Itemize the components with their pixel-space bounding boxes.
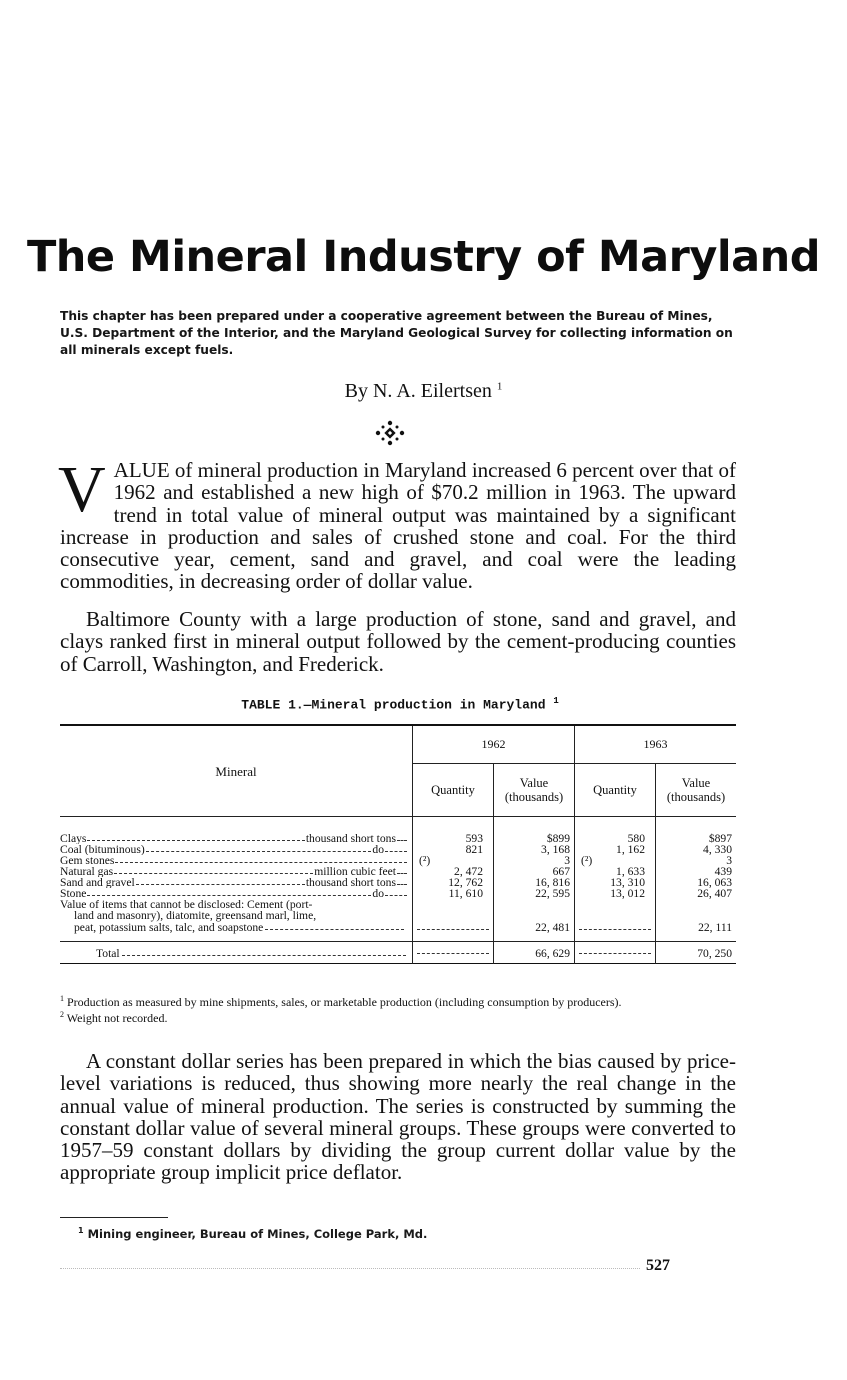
mineral-unit: thousand short tons [305, 833, 396, 844]
undisclosed-label [60, 899, 413, 933]
mineral-production-table [60, 724, 736, 964]
value-1963: 22, 111 [656, 899, 737, 933]
footnote-divider [60, 1217, 168, 1218]
mineral-production-table-container [60, 724, 736, 964]
table-caption [0, 696, 800, 712]
table-footnote-2-mark: 2 [60, 1009, 64, 1019]
header-year-1962: 1962 [413, 725, 575, 764]
page-title: The Mineral Industry of Maryland [26, 232, 821, 282]
quantity-1963-empty [575, 899, 656, 933]
value-1962: $899 [494, 833, 575, 844]
page-footnote-text: Mining engineer, Bureau of Mines, College Park, Md. [87, 1226, 428, 1241]
header-value-1962 [494, 764, 575, 817]
header-value-1962-line1: Value [519, 776, 549, 790]
header-value-1963-line1: Value [681, 776, 711, 790]
quantity-1963: 1, 162 [575, 844, 656, 855]
mineral-name: Natural gas [60, 866, 114, 877]
table-footnote-1 [60, 993, 736, 1009]
table-footnote-1-mark: 1 [60, 994, 64, 1003]
total-value-1962: 66, 629 [494, 941, 575, 963]
table-row-total [60, 941, 736, 963]
header-value-1963-line2: (thousands) [666, 790, 726, 804]
drop-cap: V [58, 453, 106, 526]
page-footnote [78, 1226, 427, 1241]
mineral-name: Stone [60, 888, 87, 899]
mineral-name: Coal (bituminous) [60, 844, 145, 855]
table-caption-mark: 1 [553, 696, 559, 706]
value-1963: 439 [656, 866, 737, 877]
quantity-1962: 593 [413, 833, 494, 844]
quantity-1963: 1, 633 [575, 866, 656, 877]
page-footnote-mark: 1 [78, 1226, 84, 1235]
value-1962: 667 [494, 866, 575, 877]
mineral-label [60, 844, 412, 855]
quantity-1963: 13, 012 [575, 888, 656, 899]
header-quantity-1963: Quantity [575, 764, 656, 817]
value-1962: 3, 168 [494, 844, 575, 855]
bottom-dotted-rule [60, 1268, 640, 1269]
mineral-unit: do [372, 888, 384, 899]
page-number: 527 [646, 1257, 670, 1274]
value-1963: 16, 063 [656, 877, 737, 888]
value-1963: 4, 330 [656, 844, 737, 855]
ornament-icon [374, 420, 406, 446]
undisclosed-line-3: peat, potassium salts, talc, and soapstone [74, 920, 264, 934]
mineral-label [60, 866, 412, 877]
table-row-undisclosed [60, 899, 736, 933]
quantity-1963: 13, 310 [575, 877, 656, 888]
mineral-label [60, 833, 412, 844]
table-footnote-2 [60, 1009, 736, 1025]
total-quantity-1962-empty [413, 941, 494, 963]
paragraph-3: A constant dollar series has been prepared in which the bias caused by price-level variations is reduced, thus showing more nearly the real change in the annual value of mineral production. The series is constructed by summing the constant dollar value of several mineral groups. These groups were converted to 1957–59 constant dollars by dividing the group current dollar value by the appropriate group implicit price deflator. [60, 1049, 736, 1185]
value-1962: 22, 595 [494, 888, 575, 899]
paragraph-1-text: ALUE of mineral production in Maryland increased 6 percent over that of 1962 and established a new high of $70.2 million in 1963. The upward trend in total value of mineral output was maintained by a significant increase in production and sales of crushed stone and coal. For the third consecutive year, cement, sand and gravel, and coal were the leading commodities, in decreasing order of dollar value. [60, 458, 736, 594]
quantity-1962: 821 [413, 844, 494, 855]
mineral-label [60, 877, 412, 888]
mineral-name: Clays [60, 833, 87, 844]
value-1962: 3 [494, 855, 575, 866]
undisclosed-line-3-wrap [60, 922, 406, 933]
header-value-1963 [656, 764, 737, 817]
mineral-name: Gem stones [60, 855, 115, 866]
quantity-1962: 11, 610 [413, 888, 494, 899]
value-1962: 16, 816 [494, 877, 575, 888]
quantity-1962: 12, 762 [413, 877, 494, 888]
quantity-1963: (²) [575, 855, 656, 866]
value-1963: $897 [656, 833, 737, 844]
undisclosed-line-2: land and masonry), diatomite, greensand marl, lime, [74, 909, 317, 923]
quantity-1962: 2, 472 [413, 866, 494, 877]
table-row [60, 844, 736, 855]
quantity-1962: (²) [413, 855, 494, 866]
quantity-1963: 580 [575, 833, 656, 844]
total-quantity-1963-empty [575, 941, 656, 963]
header-year-1963: 1963 [575, 725, 737, 764]
mineral-name: Sand and gravel [60, 877, 135, 888]
table-footnote-2-text: Weight not recorded. [66, 1010, 168, 1025]
mineral-unit: do [372, 844, 384, 855]
value-1963: 3 [656, 855, 737, 866]
header-mineral: Mineral [60, 725, 413, 817]
mineral-label [60, 855, 412, 866]
byline [0, 380, 847, 403]
mineral-unit: thousand short tons [305, 877, 396, 888]
paragraph-1 [58, 453, 736, 594]
total-label-wrap [60, 948, 412, 959]
table-footnotes [60, 993, 736, 1024]
total-value-1963: 70, 250 [656, 941, 737, 963]
byline-footnote-mark: 1 [496, 380, 503, 393]
value-1962: 22, 481 [494, 899, 575, 933]
total-label: Total [96, 946, 120, 960]
table-caption-text: TABLE 1.—Mineral production in Maryland [241, 697, 546, 713]
intro-note: This chapter has been prepared under a cooperative agreement between the Bureau of Mines, U.S. Department of the Interior, and the Maryland Geological Survey for collecting information on all minerals except fuels. [60, 309, 733, 357]
byline-text: By N. A. Eilertsen [344, 380, 492, 402]
header-quantity-1962: Quantity [413, 764, 494, 817]
quantity-1962-empty [413, 899, 494, 933]
mineral-unit: million cubic feet [314, 866, 396, 877]
value-1963: 26, 407 [656, 888, 737, 899]
header-value-1962-line2: (thousands) [504, 790, 564, 804]
paragraph-2: Baltimore County with a large production of stone, sand and gravel, and clays ranked first in mineral output followed by the cement-producing counties of Carroll, Washington, and Frederick. [60, 607, 736, 676]
table-footnote-1-text: Production as measured by mine shipments, sales, or marketable production (including consumption by producers). [67, 995, 622, 1009]
undisclosed-line-1: Value of items that cannot be disclosed: Cement (port- [60, 898, 313, 911]
